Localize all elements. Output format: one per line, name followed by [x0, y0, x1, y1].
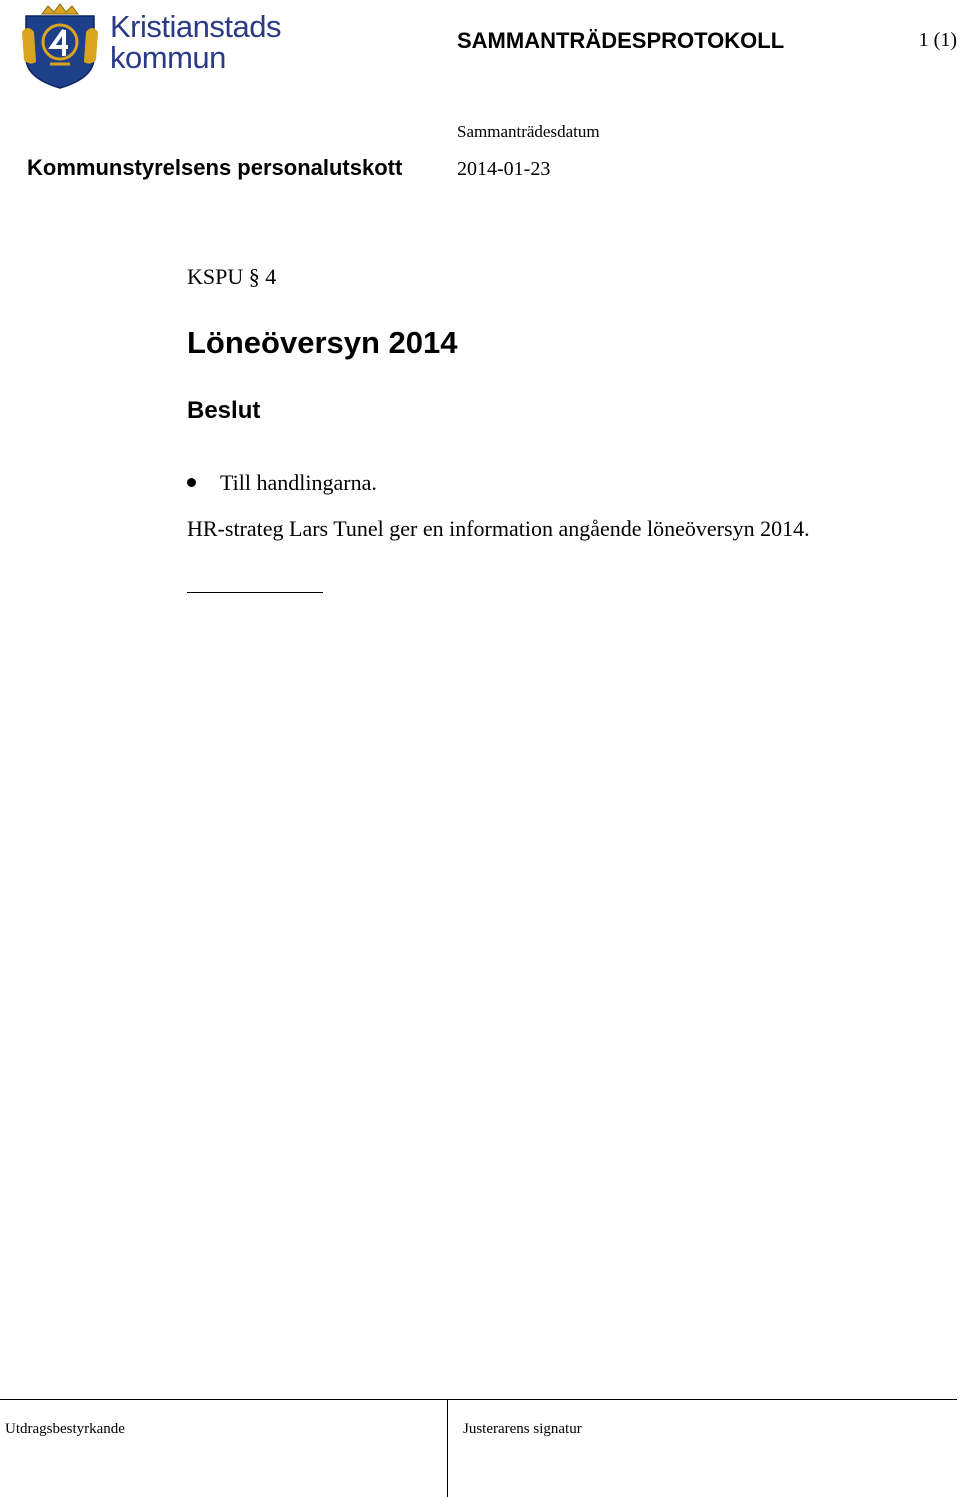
logo-wordmark-line2: kommun	[110, 40, 226, 75]
section-end-rule	[187, 592, 323, 593]
paragraph-reference: KSPU § 4	[187, 264, 277, 289]
footer-divider	[447, 1399, 448, 1497]
decision-heading: Beslut	[187, 397, 261, 424]
footer-rule	[0, 1399, 957, 1400]
decision-list-item	[187, 470, 377, 496]
page-number: 1 (1)	[918, 29, 957, 51]
municipality-logo	[20, 2, 300, 90]
document-type: SAMMANTRÄDESPROTOKOLL	[457, 28, 785, 53]
body-paragraph: HR-strateg Lars Tunel ger en information angående löneöversyn 2014.	[187, 516, 810, 541]
logo-wordmark-line1: Kristianstads	[110, 9, 281, 44]
coat-of-arms-icon	[20, 2, 100, 90]
committee-name: Kommunstyrelsens personalutskott	[27, 155, 403, 180]
meeting-date-label: Sammanträdesdatum	[457, 122, 600, 141]
bullet-icon	[187, 478, 196, 487]
section-title: Löneöversyn 2014	[187, 325, 458, 360]
decision-item-text: Till handlingarna.	[220, 470, 377, 495]
meeting-date: 2014-01-23	[457, 158, 551, 180]
footer-extract-certification-label: Utdragsbestyrkande	[5, 1421, 125, 1437]
footer-adjuster-signature-label: Justerarens signatur	[463, 1421, 582, 1437]
